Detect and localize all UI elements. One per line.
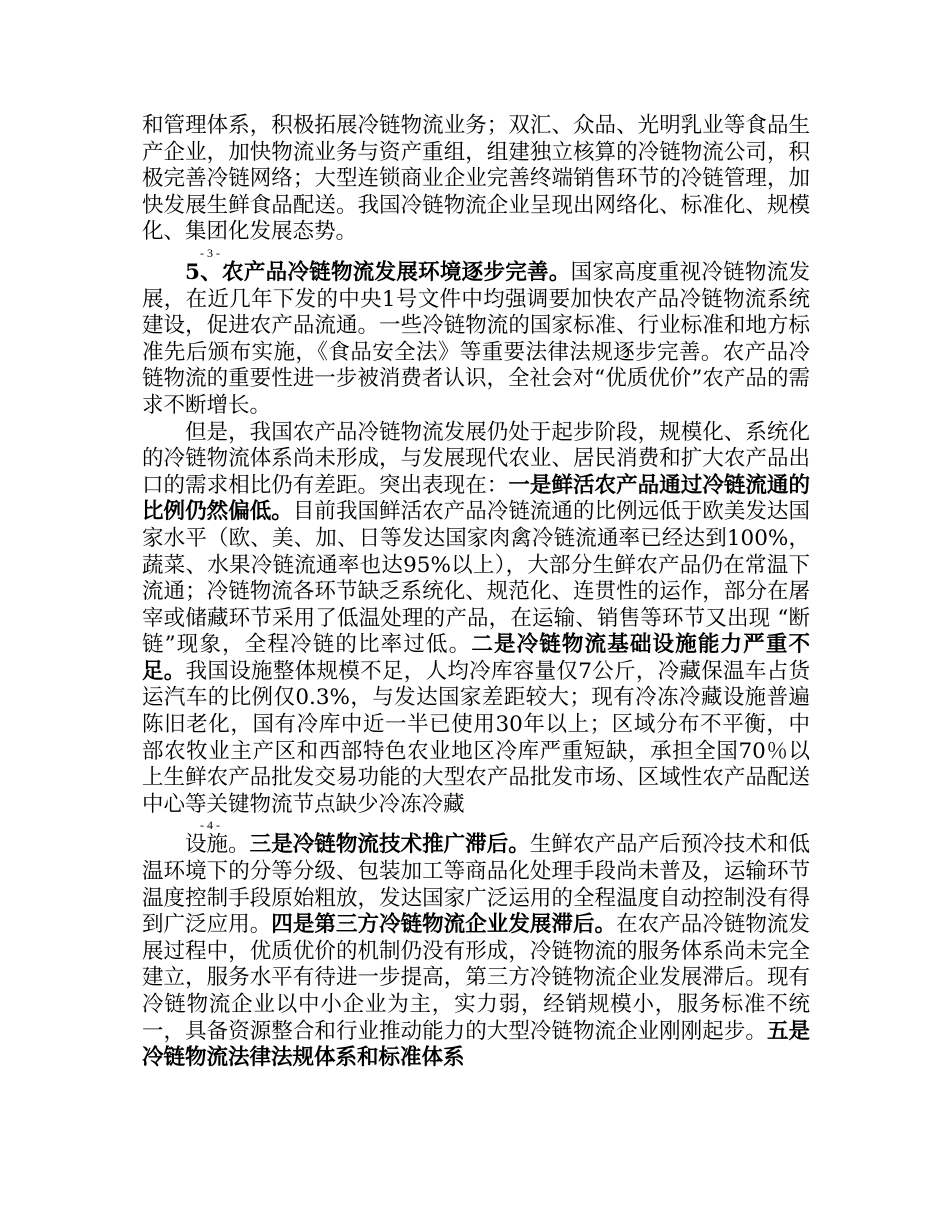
paragraph-problems	[142, 420, 810, 819]
section-heading: 5、农产品冷链物流发展环境逐步完善。	[185, 259, 571, 285]
problem-heading-5: 五是冷链物流法律法规体系和标准体系	[142, 1018, 810, 1071]
document-page	[142, 113, 810, 1072]
problem-heading-2: 二是冷链物流基础设施能力严重不足。	[142, 632, 810, 684]
paragraph-text: 设施。	[185, 832, 250, 858]
paragraph-text: 在农产品冷链物流发展过程中，优质优价的机制仍没有形成，冷链物流的服务体系尚未完全建立，服务水平有待进一步提高，第三方冷链物流企业发展滞后。现有冷链物流企业以中小企业为主，实力弱，经销规模小，服务标准不统一，具备资源整合和行业推动能力的大型冷链物流企业刚刚起步。	[142, 912, 810, 1044]
problem-heading-4: 四是第三方冷链物流企业发展滞后。	[271, 912, 617, 938]
problem-heading-3: 三是冷链物流技术推广滞后。	[249, 832, 530, 858]
paragraph-text: 目前我国鲜活农产品冷链流通的比例远低于欧美发达国家水平（欧、美、加、日等发达国家肉禽冷链流通率已经达到100%，蔬菜、水果冷链流通率也达95%以上），大部分生鲜农产品仍在常温下流通；冷链物流各环节缺乏系统化、规范化、连贯性的运作，部分在屠宰或储藏环节采用了低温处理的产品，在运输、销售等环节又出现 “断链”现象，全程冷链的比率过低。	[142, 499, 810, 658]
problem-heading-1: 一是鲜活农产品通过冷链流通的比例仍然偏低。	[142, 472, 810, 525]
paragraph-text: 和管理体系，积极拓展冷链物流业务；双汇、众品、光明乳业等食品生产企业，加快物流业务与资产重组，组建独立核算的冷链物流公司，积极完善冷链网络；大型连锁商业企业完善终端销售环节的冷链管理，加快发展生鲜食品配送。我国冷链物流企业呈现出网络化、标准化、规模化、集团化发展态势。	[142, 113, 810, 245]
paragraph-text: 生鲜农产品产后预冷技术和低温环境下的分等分级、包装加工等商品化处理手段尚未普及，运输环节温度控制手段原始粗放，发达国家广泛运用的全程温度自动控制没有得到广泛应用。	[142, 832, 810, 938]
page-number: - 4 -	[200, 818, 220, 833]
page-number: - 3 -	[200, 245, 220, 260]
paragraph-environment	[142, 260, 810, 420]
paragraph-enterprises	[142, 113, 810, 246]
paragraph-problems-continued	[142, 832, 810, 1071]
paragraph-text: 但是，我国农产品冷链物流发展仍处于起步阶段，规模化、系统化的冷链物流体系尚未形成，与发展现代农业、居民消费和扩大农产品出口的需求相比仍有差距。突出表现在：	[142, 419, 810, 498]
paragraph-text: 国家高度重视冷链物流发展，在近几年下发的中央1号文件中均强调要加快农产品冷链物流系统建设，促进农产品流通。一些冷链物流的国家标准、行业标准和地方标准先后颁布实施，《食品安全法》等重要法律法规逐步完善。农产品冷链物流的重要性进一步被消费者认识，全社会对“优质优价”农产品的需求不断增长。	[142, 259, 810, 418]
paragraph-text: 我国设施整体规模不足，人均冷库容量仅7公斤，冷藏保温车占货运汽车的比例仅0.3%，与发达国家差距较大；现有冷冻冷藏设施普遍陈旧老化，国有冷库中近一半已使用30年以上；区域分布不平衡，中部农牧业主产区和西部特色农业地区冷库严重短缺，承担全国70％以上生鲜农产品批发交易功能的大型农产品批发市场、区域性农产品配送中心等关键物流节点缺少冷冻冷藏	[142, 658, 810, 817]
